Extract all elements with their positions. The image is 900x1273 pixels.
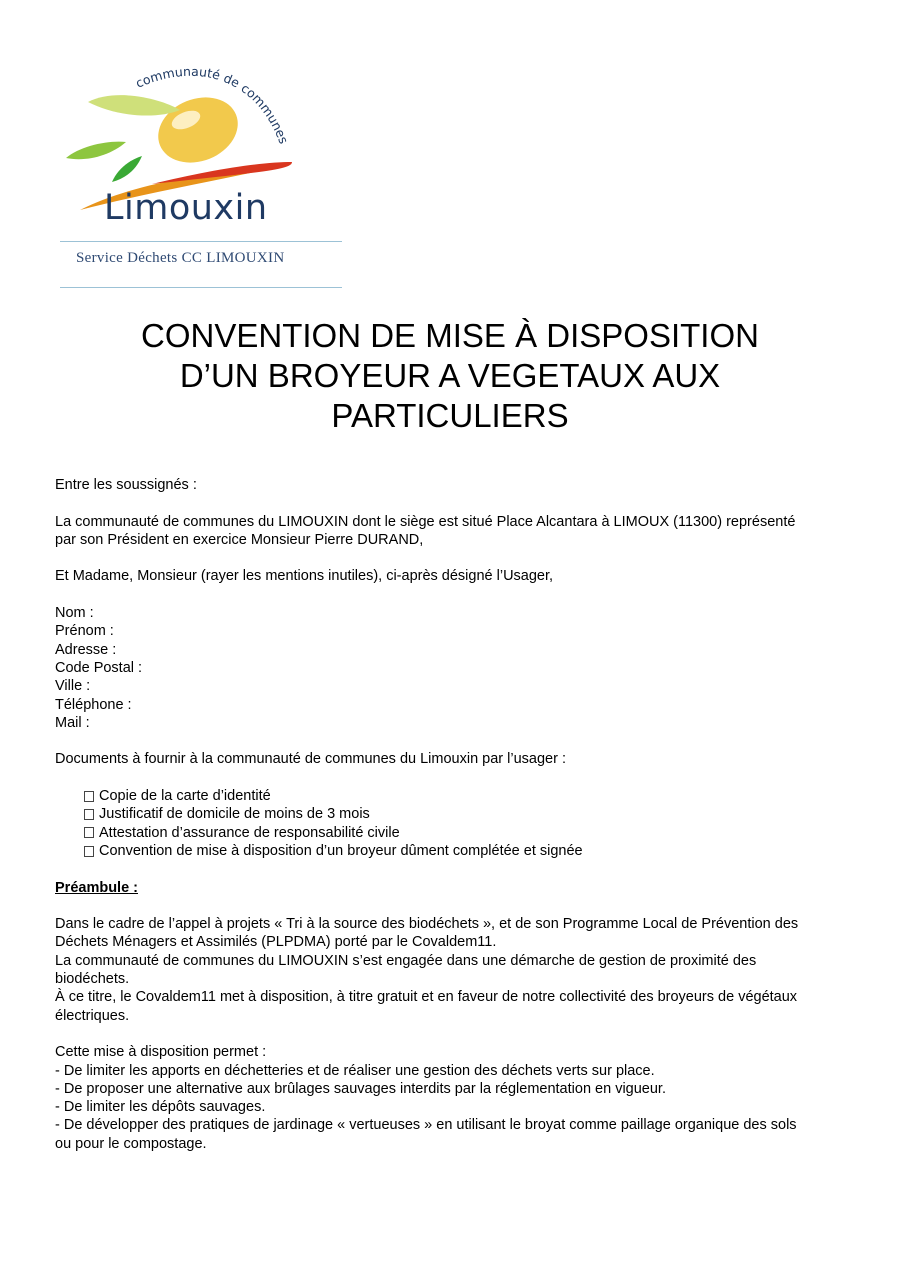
documents-list: [55, 787, 845, 860]
benefit-item: - De limiter les apports en déchetteries et de réaliser une gestion des déchets verts sur place.: [55, 1062, 655, 1079]
organization-logo: [60, 60, 350, 292]
preambule-line-5: À ce titre, le Covaldem11 met à disposition, à titre gratuit et en faveur de notre collectivité des broyeurs de végétaux: [55, 989, 798, 1006]
field-adresse: Adresse :: [55, 641, 117, 658]
logo-leaf-top: [88, 95, 180, 115]
document-item-label: Copie de la carte d’identité: [99, 788, 271, 805]
logo-leaf-left: [66, 142, 126, 160]
logo-egg-shape: [148, 86, 247, 174]
checkbox-icon: [84, 791, 94, 802]
benefits-paragraph: [55, 1043, 845, 1153]
logo-swoosh-red: [152, 162, 292, 184]
preambule-line-1: Dans le cadre de l’appel à projets « Tri à la source des biodéchets », et de son Programme Local de Prévention des: [55, 916, 799, 933]
party-1-line-2: par son Président en exercice Monsieur Pierre DURAND,: [55, 531, 424, 548]
intro-text: Entre les soussignés :: [55, 477, 197, 493]
field-ville: Ville :: [55, 678, 91, 695]
document-item-label: Convention de mise à disposition d’un broyeur dûment complétée et signée: [99, 842, 583, 859]
user-fields: [55, 604, 845, 732]
logo-divider-bottom: [60, 287, 342, 288]
list-item: [84, 842, 845, 860]
party-1-paragraph: [55, 513, 845, 550]
party-2-paragraph: Et Madame, Monsieur (rayer les mentions inutiles), ci-après désigné l’Usager,: [55, 568, 554, 585]
field-code-postal: Code Postal :: [55, 659, 143, 676]
logo-wordmark: Limouxin: [104, 188, 268, 228]
party-1-line-1: La communauté de communes du LIMOUXIN dont le siège est situé Place Alcantara à LIMOUX (11300) représenté: [55, 513, 796, 530]
benefits-intro: Cette mise à disposition permet :: [55, 1044, 267, 1061]
document-body: [55, 476, 845, 1171]
checkbox-icon: [84, 809, 94, 820]
preambule-line-3: La communauté de communes du LIMOUXIN s’est engagée dans une démarche de gestion de proximité des: [55, 952, 757, 969]
field-telephone: Téléphone :: [55, 696, 132, 713]
benefit-item: - De limiter les dépôts sauvages.: [55, 1099, 266, 1116]
benefit-item: - De développer des pratiques de jardinage « vertueuses » en utilisant le broyat comme paillage organique des sols: [55, 1117, 797, 1134]
documents-intro: Documents à fournir à la communauté de communes du Limouxin par l’usager :: [55, 751, 566, 768]
preambule-line-2: Déchets Ménagers et Assimilés (PLPDMA) porté par le Covaldem11.: [55, 934, 497, 951]
preambule-heading: Préambule :: [55, 879, 138, 896]
checkbox-icon: [84, 827, 94, 838]
field-nom: Nom :: [55, 605, 94, 622]
title-line-2: D’UN BROYEUR A VEGETAUX AUX: [179, 357, 721, 394]
benefit-item-continued: ou pour le compostage.: [55, 1135, 207, 1152]
preambule-line-6: électriques.: [55, 1007, 130, 1024]
service-label: [76, 250, 284, 267]
benefit-item: - De proposer une alternative aux brûlages sauvages interdits par la réglementation en vigueur.: [55, 1080, 666, 1097]
list-item: [84, 824, 845, 842]
field-prenom: Prénom :: [55, 623, 114, 640]
logo-divider-top: [60, 241, 342, 242]
preambule-paragraph: [55, 915, 845, 1025]
title-line-1: CONVENTION DE MISE À DISPOSITION: [141, 317, 759, 354]
service-label-text: Service Déchets CC LIMOUXIN: [76, 250, 285, 266]
field-mail: Mail :: [55, 714, 90, 731]
logo-leaf-small: [112, 156, 142, 182]
list-item: [84, 787, 845, 805]
list-item: [84, 805, 845, 823]
checkbox-icon: [84, 846, 94, 857]
document-item-label: Attestation d’assurance de responsabilité civile: [99, 824, 400, 841]
title-line-3: PARTICULIERS: [331, 397, 569, 434]
document-title: [50, 316, 850, 436]
preambule-line-4: biodéchets.: [55, 971, 130, 988]
document-item-label: Justificatif de domicile de moins de 3 mois: [99, 806, 370, 823]
logo-arc-text: communauté de communes: [133, 63, 292, 146]
